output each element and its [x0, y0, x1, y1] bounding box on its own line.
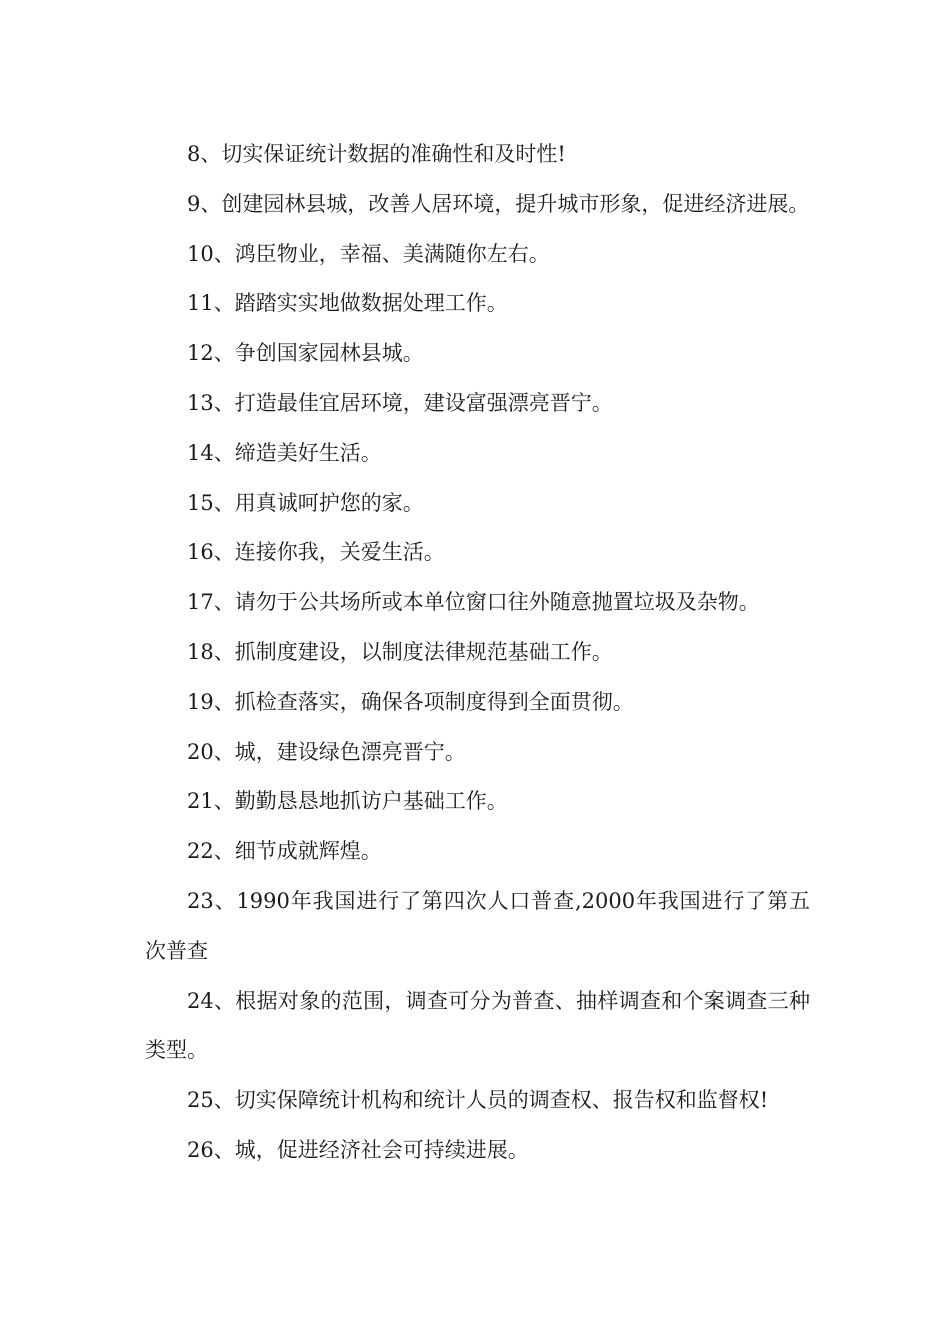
list-item: 19、抓检查落实，确保各项制度得到全面贯彻。	[187, 689, 634, 714]
list-item: 14、缔造美好生活。	[187, 440, 382, 465]
list-item: 12、争创国家园林县城。	[187, 341, 424, 366]
list-item: 20、城，建设绿色漂亮晋宁。	[187, 739, 466, 764]
list-item: 9、创建园林县城，改善人居环境，提升城市形象，促进经济进展。	[187, 191, 810, 216]
list-item: 8、切实保证统计数据的准确性和及时性!	[187, 142, 566, 166]
list-item: 16、连接你我，关爱生活。	[187, 540, 445, 565]
list-item: 11、踏踏实实地做数据处理工作。	[187, 291, 508, 316]
list-item: 26、城，促进经济社会可持续进展。	[187, 1137, 529, 1162]
list-item: 24、根据对象的范围，调查可分为普查、抽样调查和个案调查三种类型。	[145, 988, 810, 1063]
list-item: 15、用真诚呵护您的家。	[187, 490, 424, 515]
list-item: 25、切实保障统计机构和统计人员的调查权、报告权和监督权!	[187, 1088, 769, 1113]
list-item: 13、打造最佳宜居环境，建设富强漂亮晋宁。	[187, 390, 613, 415]
list-item: 21、勤勤恳恳地抓访户基础工作。	[187, 789, 508, 814]
list-item: 18、抓制度建设，以制度法律规范基础工作。	[187, 639, 613, 664]
list-item: 17、请勿于公共场所或本单位窗口往外随意抛置垃圾及杂物。	[187, 590, 760, 615]
list-item: 22、细节成就辉煌。	[187, 839, 382, 864]
list-item: 23、1990年我国进行了第四次人口普查,2000年我国进行了第五次普查	[145, 888, 810, 963]
document-body	[145, 130, 810, 1176]
list-item: 10、鸿臣物业，幸福、美满随你左右。	[187, 241, 550, 266]
